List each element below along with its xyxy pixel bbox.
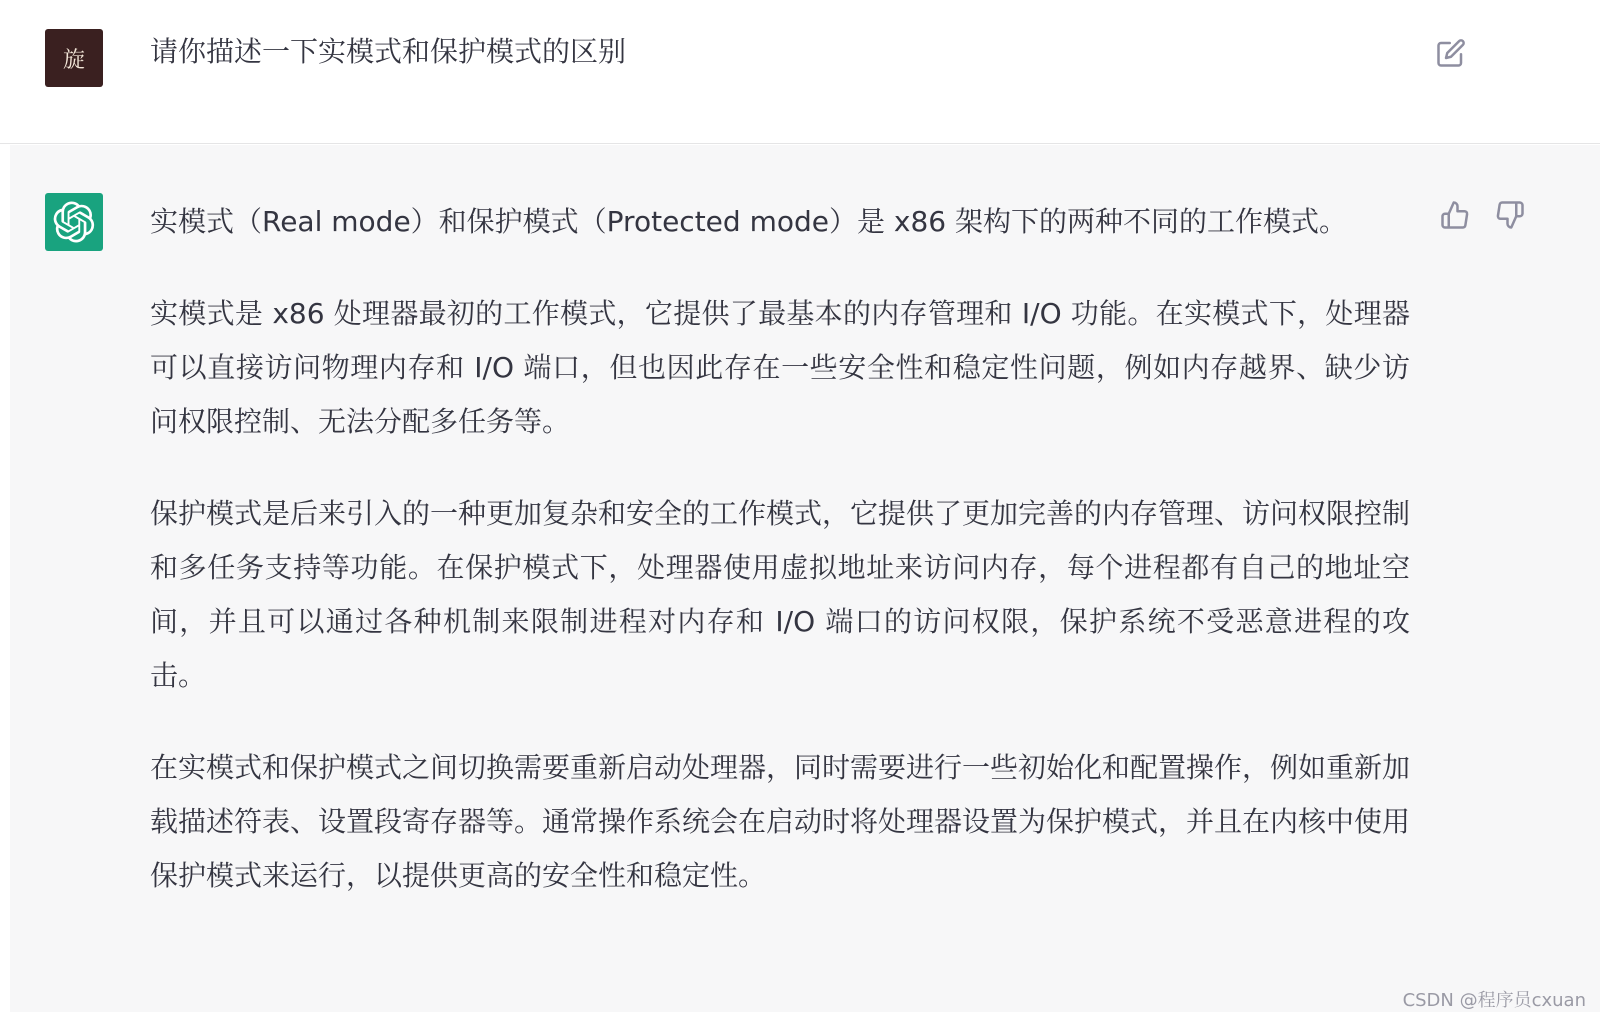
answer-paragraph: 在实模式和保护模式之间切换需要重新启动处理器，同时需要进行一些初始化和配置操作，例如重新加载描述符表、设置段寄存器等。通常操作系统会在启动时将处理器设置为保护模式，并且在内核中使用保护模式来运行，以提供更高的安全性和稳定性。 bbox=[150, 751, 1411, 892]
bottom-margin bbox=[0, 1012, 1600, 1022]
openai-logo-icon bbox=[53, 201, 95, 243]
user-message-text: 请你描述一下实模式和保护模式的区别 bbox=[150, 35, 627, 68]
watermark: CSDN @程序员cxuan bbox=[1402, 990, 1586, 1011]
user-avatar-letter: 旋 bbox=[62, 47, 85, 73]
user-message-row bbox=[0, 0, 1600, 144]
edit-message-button[interactable] bbox=[1434, 36, 1468, 70]
assistant-avatar bbox=[45, 193, 103, 251]
answer-paragraph: 保护模式是后来引入的一种更加复杂和安全的工作模式，它提供了更加完善的内存管理、访问权限控制和多任务支持等功能。在保护模式下，处理器使用虚拟地址来访问内存，每个进程都有自己的地址空间，并且可以通过各种机制来限制进程对内存和 I/O 端口的访问权限，保护系统不受恶意进程的攻击。 bbox=[150, 497, 1411, 692]
answer-paragraph: 实模式是 x86 处理器最初的工作模式，它提供了最基本的内存管理和 I/O 功能。在实模式下，处理器可以直接访问物理内存和 I/O 端口，但也因此存在一些安全性和稳定性问题，例如内存越界、缺少访问权限控制、无法分配多任务等。 bbox=[150, 297, 1410, 438]
assistant-message-row bbox=[10, 145, 1600, 1012]
thumbs-down-icon bbox=[1495, 200, 1525, 230]
assistant-answer bbox=[150, 195, 1410, 903]
answer-paragraph: 实模式（Real mode）和保护模式（Protected mode）是 x86 架构下的两种不同的工作模式。 bbox=[150, 205, 1347, 238]
thumbs-up-button[interactable] bbox=[1437, 197, 1473, 233]
thumbs-up-icon bbox=[1440, 200, 1470, 230]
thumbs-down-button[interactable] bbox=[1492, 197, 1528, 233]
user-avatar bbox=[45, 29, 103, 87]
edit-icon bbox=[1436, 38, 1466, 68]
